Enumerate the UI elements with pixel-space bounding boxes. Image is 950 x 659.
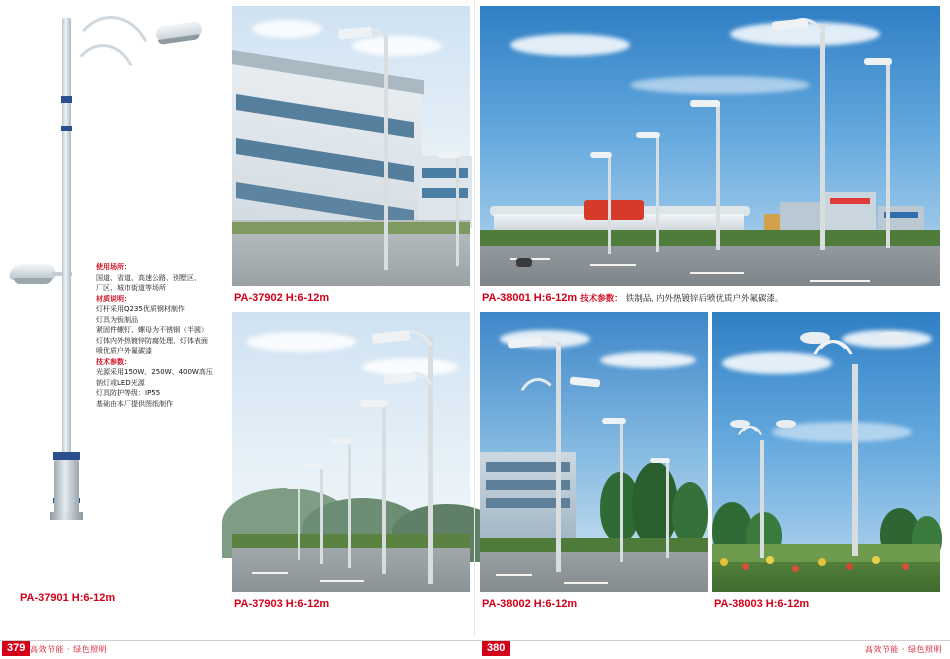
material-line-2: 灯具为钣制品 (96, 315, 138, 324)
material-line-1: 灯杆采用Q235优质钢材制作 (96, 305, 185, 313)
photo-pa-37903 (232, 312, 470, 610)
photo-pa-38003 (712, 312, 940, 610)
tech-line-1: 光源采用150W、250W、400W高压 (96, 368, 213, 376)
caption-pa-37901: PA-37901 H:6-12m (20, 592, 116, 604)
caption-pa-38003: PA-38003 H:6-12m (714, 598, 810, 610)
pole-base (54, 460, 79, 518)
footer-slogan-right: 高效节能 · 绿色照明 (864, 645, 942, 654)
usage-line-1: 国道、省道、高速公路、别墅区、 (96, 273, 201, 282)
material-title: 材质说明： (96, 294, 131, 303)
tech-line-2: 钠灯或LED光源 (96, 378, 145, 387)
material-line-5: 喷优质户外氟碳漆 (96, 347, 152, 355)
street-light-pole-drawing (62, 18, 71, 516)
usage-line-2: 厂区、城市街道等场所 (96, 284, 166, 292)
footer-rule (0, 640, 950, 641)
photo-pa-38002 (480, 312, 708, 610)
tech-title: 技术参数： (96, 357, 131, 366)
page-number-left: 379 (2, 641, 30, 656)
pole-footing (50, 512, 83, 520)
caption-pa-38001 (482, 292, 784, 304)
photo-pa-38001 (480, 6, 940, 304)
product-specifications (96, 262, 226, 409)
material-line-4: 灯体内外热镀锌防腐处理、灯体表面 (96, 336, 208, 345)
pole-ring (61, 126, 72, 131)
caption-pa-38002: PA-38002 H:6-12m (482, 598, 578, 610)
tech-line-3: 灯具防护等级：IP55 (96, 389, 161, 397)
footer-slogan-left: 高效节能 · 绿色照明 (30, 645, 108, 654)
caption-pa-38001-tech-label: 技术参数： (580, 293, 623, 303)
page-number-right: 380 (482, 641, 510, 656)
usage-title: 使用场所： (96, 263, 131, 271)
pole-base-ring (53, 452, 80, 460)
caption-pa-37902: PA-37902 H:6-12m (234, 292, 330, 304)
caption-pa-38001-tech-text: 铁制品, 内外热镀锌后喷优质户外氟碳漆。 (625, 293, 784, 303)
caption-pa-38001-id: PA-38001 H:6-12m (482, 292, 578, 304)
tech-line-4: 基础由本厂提供图纸制作 (96, 399, 173, 408)
page-footer (0, 637, 950, 659)
material-line-3: 紧固件螺钉、螺母为不锈钢（半圆） (96, 326, 208, 334)
pole-ring (61, 96, 72, 103)
page-gutter (474, 0, 475, 637)
photo-pa-37902 (232, 6, 470, 304)
caption-pa-37903: PA-37903 H:6-12m (234, 598, 330, 610)
left-product-pane (0, 0, 228, 610)
